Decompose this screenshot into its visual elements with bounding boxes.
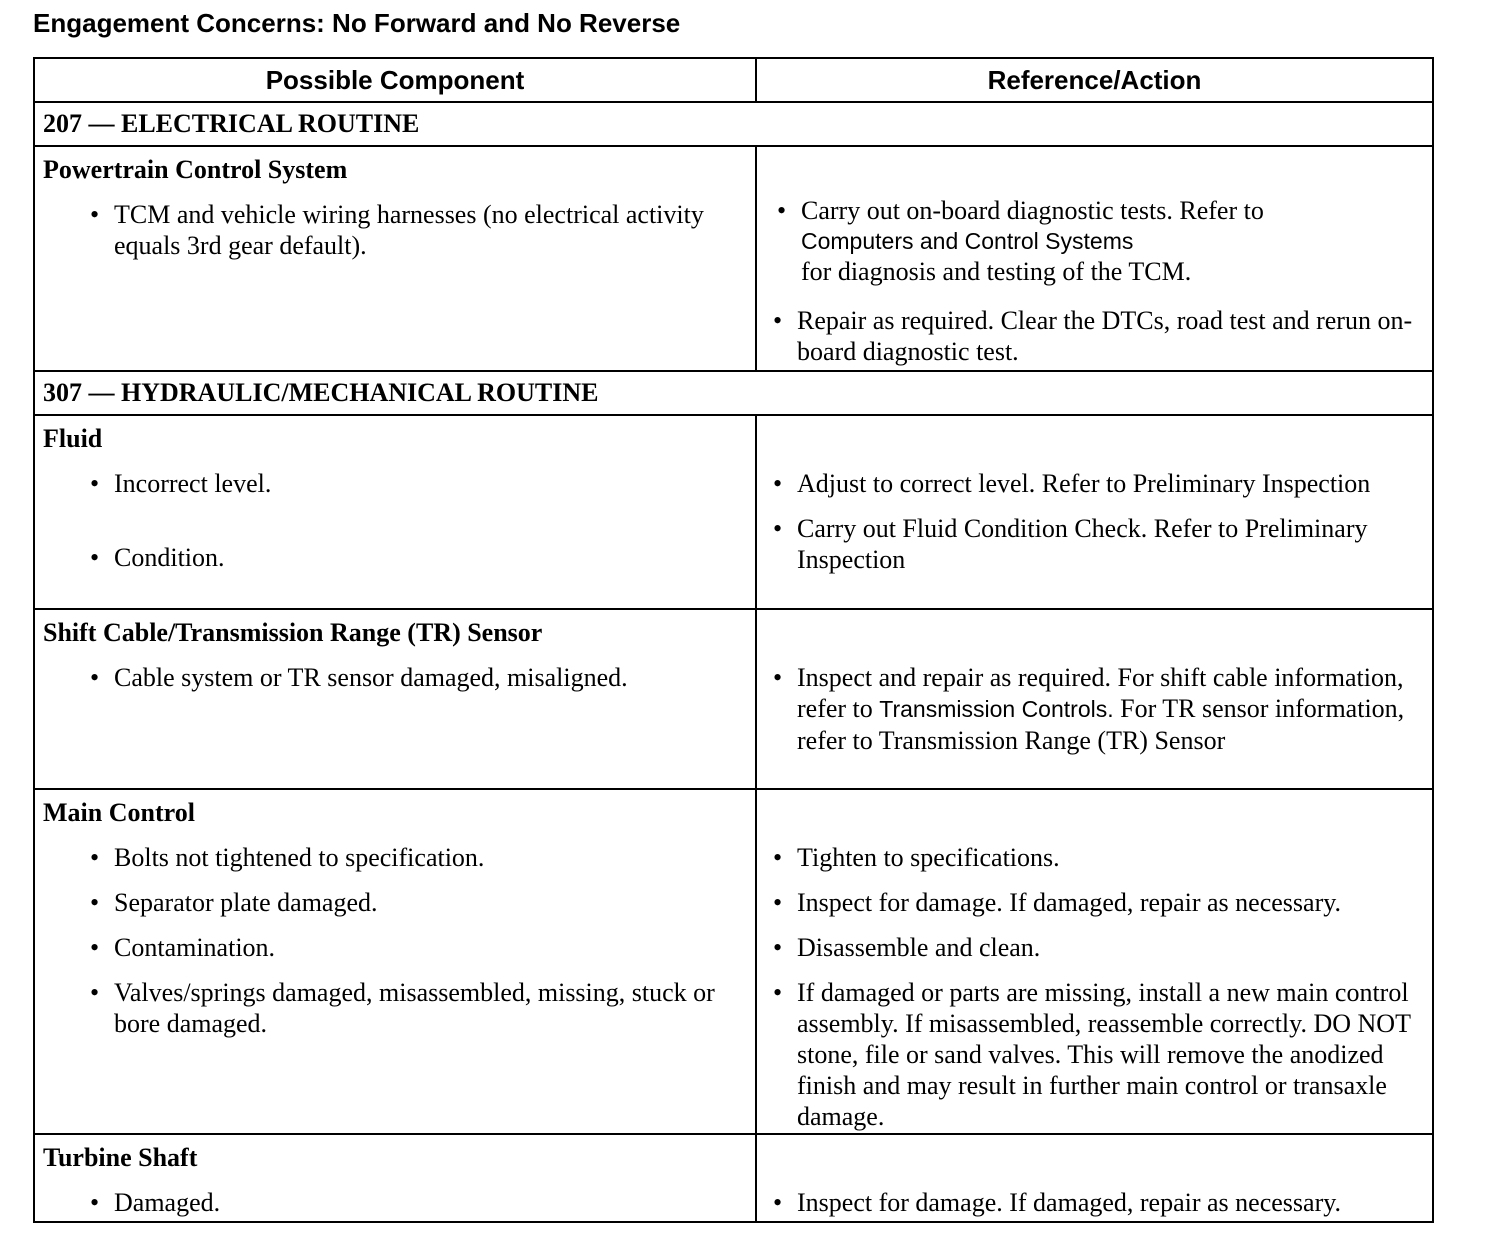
component-cell xyxy=(34,415,756,609)
list-item xyxy=(773,1187,1432,1218)
action-text: For TR sensor information, refer to Transmission Range (TR) Sensor xyxy=(797,694,1405,755)
cause-text: TCM and vehicle wiring harnesses (no electrical activity equals 3rd gear default). xyxy=(114,200,704,260)
action-cell xyxy=(756,1134,1433,1222)
routine-207-label: 207 — ELECTRICAL ROUTINE xyxy=(34,102,1433,146)
bullet: • xyxy=(90,933,100,962)
component-title-turbine-shaft: Turbine Shaft xyxy=(43,1143,198,1172)
table-header-row xyxy=(34,58,1433,102)
action-cell xyxy=(756,415,1433,609)
action-text: Inspect for damage. If damaged, repair as necessary. xyxy=(797,1188,1342,1217)
bullet: • xyxy=(90,469,100,498)
table-row xyxy=(34,609,1433,789)
cause-list xyxy=(35,662,755,693)
bullet: • xyxy=(773,306,783,335)
action-text: Disassemble and clean. xyxy=(797,933,1041,962)
list-item xyxy=(773,662,1432,756)
bullet: • xyxy=(773,663,783,692)
bullet: • xyxy=(773,469,783,498)
cause-text: Separator plate damaged. xyxy=(114,888,378,917)
cause-list xyxy=(35,1187,755,1218)
cause-text: Cable system or TR sensor damaged, misaligned. xyxy=(114,663,628,692)
cause-text: Damaged. xyxy=(114,1188,221,1217)
header-possible-component: Possible Component xyxy=(34,58,756,102)
component-cell xyxy=(34,789,756,1134)
component-cell xyxy=(34,146,756,371)
action-list xyxy=(757,1187,1432,1218)
routine-307-label: 307 — HYDRAULIC/MECHANICAL ROUTINE xyxy=(34,371,1433,415)
bullet: • xyxy=(777,196,787,225)
action-cell xyxy=(756,146,1433,371)
reference-link-computers[interactable]: Computers and Control Systems xyxy=(801,228,1134,254)
action-text: Repair as required. Clear the DTCs, road test and rerun on-board diagnostic test. xyxy=(797,306,1413,366)
list-item xyxy=(90,887,755,918)
action-text: Adjust to correct level. Refer to Preliminary Inspection xyxy=(797,469,1371,498)
action-list xyxy=(757,468,1432,575)
action-list xyxy=(757,195,1432,367)
action-cell xyxy=(756,789,1433,1134)
component-title-fluid: Fluid xyxy=(43,424,103,453)
list-item xyxy=(773,977,1432,1132)
bullet: • xyxy=(773,888,783,917)
list-item xyxy=(777,195,1432,287)
bullet: • xyxy=(90,843,100,872)
action-text: Tighten to specifications. xyxy=(797,843,1060,872)
list-item xyxy=(773,887,1432,918)
bullet: • xyxy=(773,843,783,872)
action-list xyxy=(757,842,1432,1132)
bullet: • xyxy=(773,933,783,962)
cause-text: Incorrect level. xyxy=(114,469,272,498)
action-text: Inspect for damage. If damaged, repair as necessary. xyxy=(797,888,1342,917)
list-item xyxy=(773,305,1432,367)
bullet: • xyxy=(773,514,783,543)
table-row xyxy=(34,415,1433,609)
cause-text: Condition. xyxy=(114,543,225,572)
routine-row-307 xyxy=(34,371,1433,415)
component-cell xyxy=(34,609,756,789)
component-title-main-control: Main Control xyxy=(43,798,195,827)
action-list xyxy=(757,662,1432,756)
list-item xyxy=(90,468,755,499)
action-text: Carry out on-board diagnostic tests. Refer to xyxy=(801,196,1264,225)
action-text: Carry out Fluid Condition Check. Refer to Preliminary Inspection xyxy=(797,514,1368,574)
bullet: • xyxy=(90,1188,100,1217)
list-item xyxy=(90,542,755,573)
table-row xyxy=(34,789,1433,1134)
cause-list xyxy=(35,199,755,261)
action-text: for diagnosis and testing of the TCM. xyxy=(801,257,1192,286)
action-text: Inspect and repair as required. For shift cable information, refer to xyxy=(797,663,1404,723)
bullet: • xyxy=(90,543,100,572)
bullet: • xyxy=(773,978,783,1007)
component-title-shift-cable: Shift Cable/Transmission Range (TR) Sensor xyxy=(43,618,543,647)
header-reference-action: Reference/Action xyxy=(756,58,1433,102)
cause-text: Valves/springs damaged, misassembled, missing, stuck or bore damaged. xyxy=(114,978,715,1038)
list-item xyxy=(90,932,755,963)
list-item xyxy=(90,842,755,873)
list-item xyxy=(90,662,755,693)
list-item xyxy=(90,977,755,1039)
list-item xyxy=(773,842,1432,873)
bullet: • xyxy=(90,978,100,1007)
cause-text: Contamination. xyxy=(114,933,276,962)
bullet: • xyxy=(90,200,100,229)
bullet: • xyxy=(90,663,100,692)
cause-list xyxy=(35,842,755,1039)
cause-text: Bolts not tightened to specification. xyxy=(114,843,485,872)
reference-link-transmission-controls[interactable]: Transmission Controls. xyxy=(879,696,1114,722)
table-row xyxy=(34,1134,1433,1222)
bullet: • xyxy=(773,1188,783,1217)
diagnosis-table xyxy=(33,57,1434,1223)
list-item xyxy=(90,1187,755,1218)
table-row xyxy=(34,146,1433,371)
cause-list xyxy=(35,468,755,573)
component-cell xyxy=(34,1134,756,1222)
list-item xyxy=(773,932,1432,963)
page-title: Engagement Concerns: No Forward and No Reverse xyxy=(33,8,681,38)
list-item xyxy=(773,468,1432,499)
component-title-powertrain: Powertrain Control System xyxy=(43,155,348,184)
action-text: If damaged or parts are missing, install a new main control assembly. If misassembled, reassemble correctly. DO NOT stone, file or sand valves. This will remove the anodized finish and may result in further main control or transaxle damage. xyxy=(797,978,1411,1131)
action-cell xyxy=(756,609,1433,789)
bullet: • xyxy=(90,888,100,917)
routine-row-207 xyxy=(34,102,1433,146)
list-item xyxy=(90,199,755,261)
list-item xyxy=(773,513,1432,575)
